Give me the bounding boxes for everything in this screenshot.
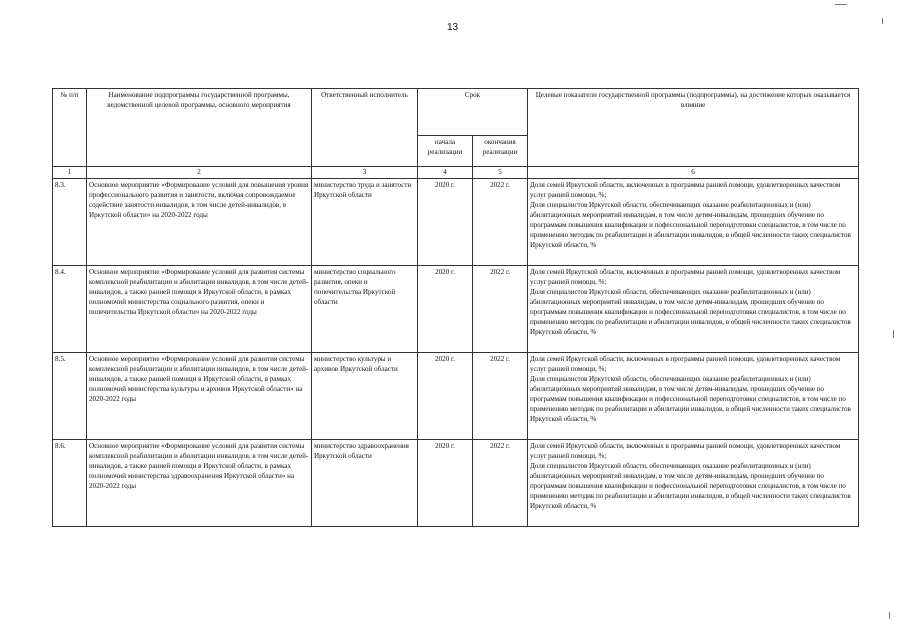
indicator-text: Доля специалистов Иркутской области, обеспечивающих оказание реабилитационных и (или) абилитационных мероприятий инвалидам, в том числе детям-инвалидам, прошедших обучение по программам повышения квалификации и пофессиональной переподготовки специалистов, в том числе по применению методик по реабилитации и абилитации инвалидов, в общей численности таких специалистов Иркутской области, % xyxy=(530,288,851,337)
row-executor: министерство труда и занятости Иркутской области xyxy=(312,179,418,266)
indicator-text: Доля семей Иркутской области, включенных в программы ранней помощи, удовлетворенных качеством услуг ранней помощи, %; xyxy=(530,181,841,200)
indicator-text: Доля семей Иркутской области, включенных в программы ранней помощи, удовлетворенных качеством услуг ранней помощи, %; xyxy=(530,442,841,461)
row-name: Основное мероприятие «Формирование условий для повышения уровня профессионального развития и занятости, включая сопровождаемое содействие занятости инвалидов, в том числе детей-инвалидов, в Иркутской области» на 2020-2022 годы xyxy=(87,179,312,266)
row-end: 2022 г. xyxy=(473,353,528,440)
column-number: 6 xyxy=(528,167,859,179)
row-name: Основное мероприятие «Формирование условий для развития системы комплексной реабилитации и абилитации инвалидов, в том числе детей-инвалидов, а также ранней помощи в Иркутской области, в рамках полномочий министерства здравоохранения Иркутской области» на 2020-2022 годы xyxy=(87,440,312,527)
scan-mark xyxy=(882,18,883,24)
column-number: 5 xyxy=(473,167,528,179)
page-number: 13 xyxy=(446,22,459,33)
row-end: 2022 г. xyxy=(473,179,528,266)
column-number: 3 xyxy=(312,167,418,179)
header-name: Наименование подпрограммы государственной программы, ведомственной целевой программы, основного мероприятия xyxy=(87,89,312,167)
row-start: 2020 г. xyxy=(418,440,473,527)
row-executor: министерство социального развития, опеки и попечительства Иркутской области xyxy=(312,266,418,353)
indicator-text: Доля специалистов Иркутской области, обеспечивающих оказание реабилитационных и (или) абилитационных мероприятий инвалидам, в том числе детям-инвалидам, прошедших обучение по программам повышения квалификации и пофессиональной переподготовки специалистов, в том числе по применению методик по реабилитации и абилитации инвалидов, в общей численности таких специалистов Иркутской области, % xyxy=(530,375,851,424)
column-number: 1 xyxy=(53,167,87,179)
header-executor: Ответственный исполнитель xyxy=(312,89,418,167)
table-row xyxy=(53,440,859,527)
row-executor: министерство здравоохранения Иркутской области xyxy=(312,440,418,527)
program-table xyxy=(52,88,859,527)
indicator-text: Доля специалистов Иркутской области, обеспечивающих оказание реабилитационных и (или) абилитационных мероприятий инвалидам, в том числе детям-инвалидам, прошедших обучение по программам повышения квалификации и пофессиональной переподготовки специалистов, в том числе по применению методик по реабилитации и абилитации инвалидов, в общей численности таких специалистов Иркутской области, % xyxy=(530,462,851,511)
column-number: 2 xyxy=(87,167,312,179)
header-num: № п/п xyxy=(53,89,87,167)
row-indicators xyxy=(528,266,859,353)
indicator-text: Доля семей Иркутской области, включенных в программы ранней помощи, удовлетворенных качеством услуг ранней помощи, %; xyxy=(530,355,841,374)
row-name: Основное мероприятие «Формирование условий для развития системы комплексной реабилитации и абилитации инвалидов, в том числе детей-инвалидов, а также ранней помощи в Иркутской области, в рамках полномочий министерства культуры и архивов Иркутской области» на 2020-2022 годы xyxy=(87,353,312,440)
indicator-text: Доля семей Иркутской области, включенных в программы ранней помощи, удовлетворенных качеством услуг ранней помощи, %; xyxy=(530,268,841,287)
row-number: 8.5. xyxy=(53,353,87,440)
indicator-text: Доля специалистов Иркутской области, обеспечивающих оказание реабилитационных и (или) абилитационных мероприятий инвалидам, в том числе детям-инвалидам, прошедших обучение по программам повышения квалификации и пофессиональной переподготовки специалистов, в том числе по применению методик по реабилитации и абилитации инвалидов, в общей численности таких специалистов Иркутской области, % xyxy=(530,201,851,250)
row-indicators xyxy=(528,440,859,527)
table-row xyxy=(53,353,859,440)
row-number: 8.4. xyxy=(53,266,87,353)
header-term-start: начала реализации xyxy=(418,136,473,167)
table-row xyxy=(53,266,859,353)
row-number: 8.3. xyxy=(53,179,87,266)
row-end: 2022 г. xyxy=(473,266,528,353)
header-term: Срок xyxy=(418,89,528,136)
scan-mark xyxy=(835,4,847,5)
row-end: 2022 г. xyxy=(473,440,528,527)
row-start: 2020 г. xyxy=(418,353,473,440)
row-indicators xyxy=(528,179,859,266)
row-indicators xyxy=(528,353,859,440)
row-start: 2020 г. xyxy=(418,179,473,266)
header-indicators: Целевые показатели государственной программы (подпрограммы), на достижение которых оказывается влияние xyxy=(528,89,859,167)
header-term-end: окончания реализации xyxy=(473,136,528,167)
scan-mark xyxy=(893,330,894,338)
row-executor: министерство культуры и архивов Иркутской области xyxy=(312,353,418,440)
scan-mark xyxy=(889,612,890,619)
row-name: Основное мероприятие «Формирование условий для развития системы комплексной реабилитации и абилитации инвалидов, в том числе детей-инвалидов, а также ранней помощи в Иркутской области, в рамках полномочий министерства социального развития, опеки и попечительства Иркутской области» на 2020-2022 годы xyxy=(87,266,312,353)
row-number: 8.6. xyxy=(53,440,87,527)
table-row xyxy=(53,179,859,266)
row-start: 2020 г. xyxy=(418,266,473,353)
table-header-row xyxy=(53,89,859,136)
column-number: 4 xyxy=(418,167,473,179)
column-number-row xyxy=(53,167,859,179)
